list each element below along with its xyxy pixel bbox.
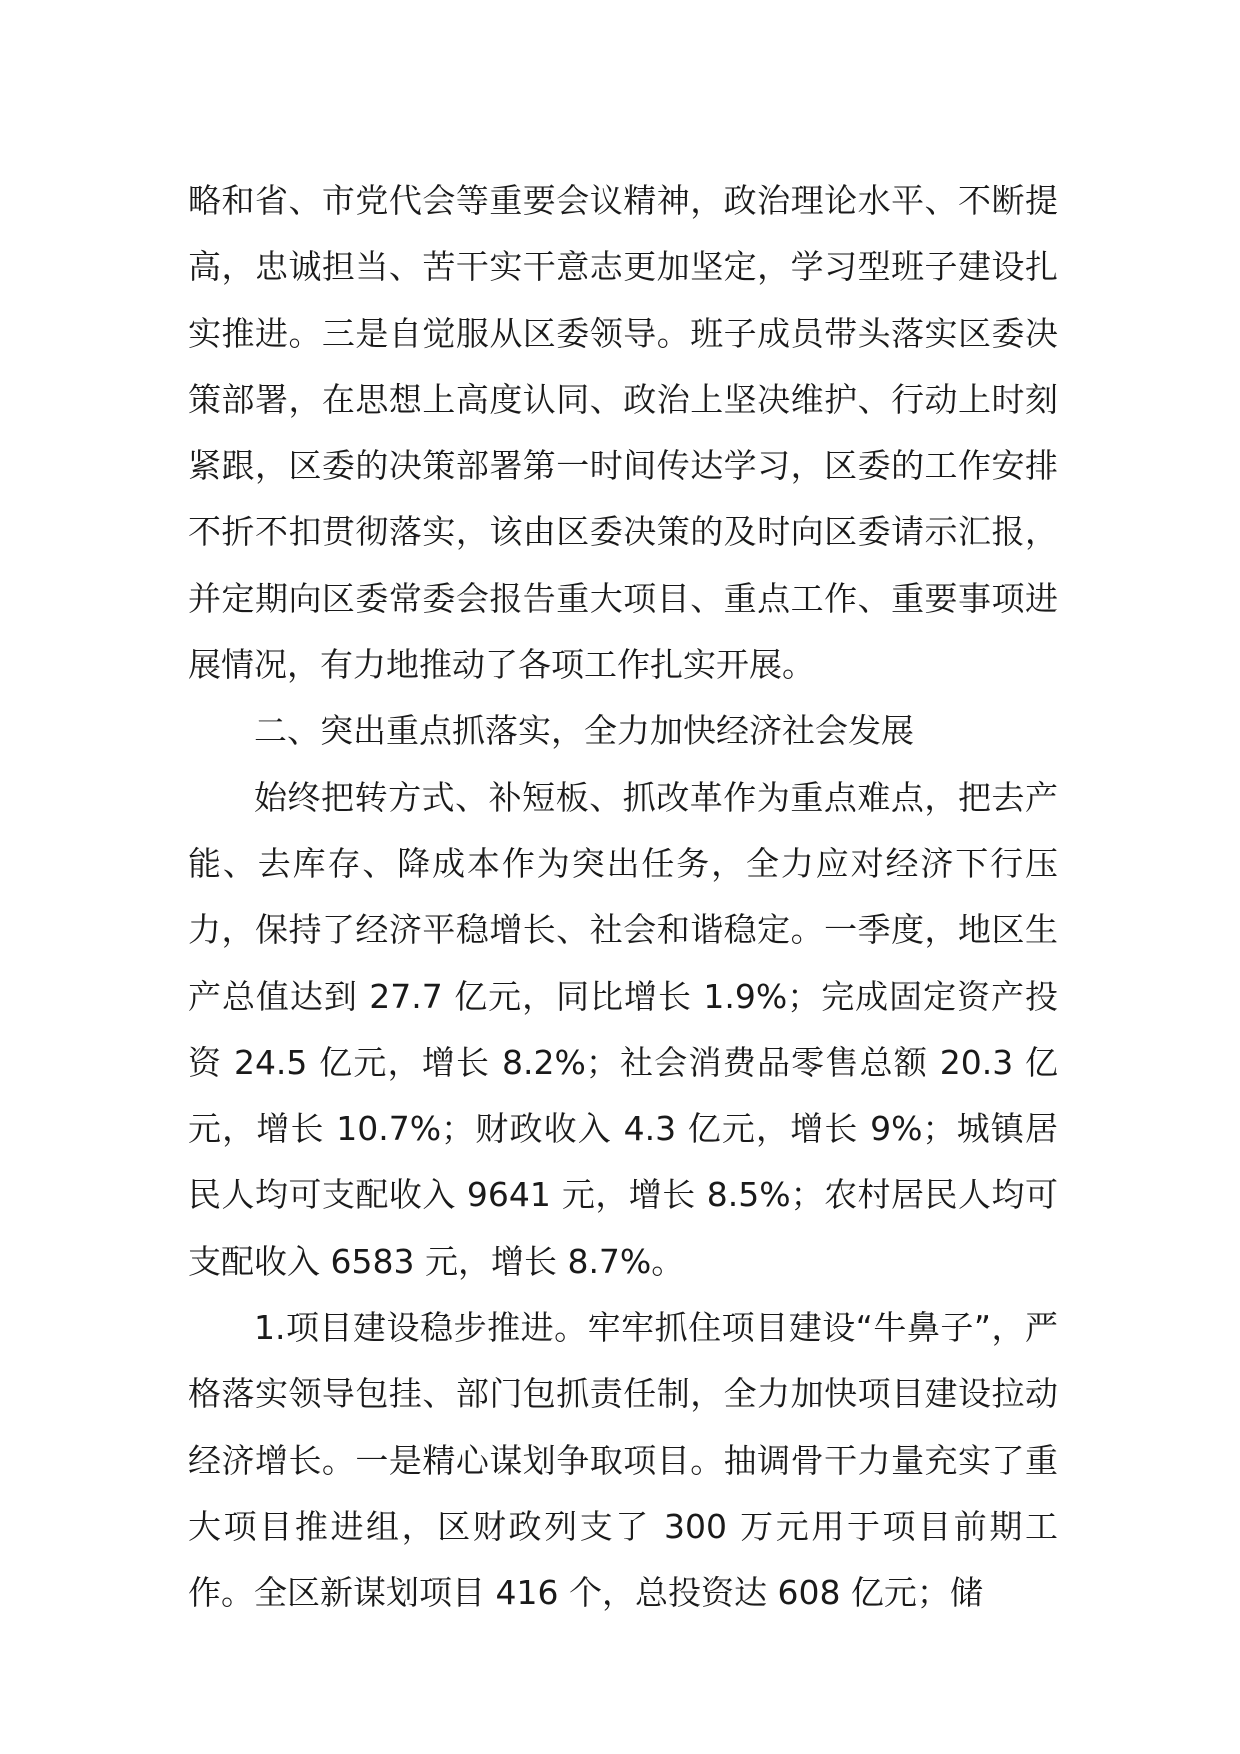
- paragraph-project-construction: 1.项目建设稳步推进。牢牢抓住项目建设“牛鼻子”，严格落实领导包挂、部门包抓责任制，全力加快项目建设拉动经济增长。一是精心谋划争取项目。抽调骨干力量充实了重大项目推进组，区财政列支了 300 万元用于项目前期工作。全区新谋划项目 416 个，总投资达 608 亿元；储: [188, 1308, 1058, 1613]
- section-heading: 二、突出重点抓落实，全力加快经济社会发展: [254, 711, 914, 751]
- paragraph-economic-summary: 始终把转方式、补短板、抓改革作为重点难点，把去产能、去库存、降成本作为突出任务，全力应对经济下行压力，保持了经济平稳增长、社会和谐稳定。一季度，地区生产总值达到 27.7 亿元，同比增长 1.9%；完成固定资产投资 24.5 亿元，增长 8.2%；社会消费品零售总额 20.3 亿元，增长 10.7%；财政收入 4.3 亿元，增长 9%；城镇居民人均可支配收入 9641 元，增长 8.5%；农村居民人均可支配收入 6583 元，增长 8.7%。: [188, 777, 1058, 1281]
- document-body: [188, 168, 1058, 1627]
- paragraph-continuation: 略和省、市党代会等重要会议精神，政治理论水平、不断提高，忠诚担当、苦干实干意志更加坚定，学习型班子建设扎实推进。三是自觉服从区委领导。班子成员带头落实区委决策部署，在思想上高度认同、政治上坚决维护、行动上时刻紧跟，区委的决策部署第一时间传达学习，区委的工作安排不折不扣贯彻落实，该由区委决策的及时向区委请示汇报，并定期向区委常委会报告重大项目、重点工作、重要事项进展情况，有力地推动了各项工作扎实开展。: [188, 181, 1058, 685]
